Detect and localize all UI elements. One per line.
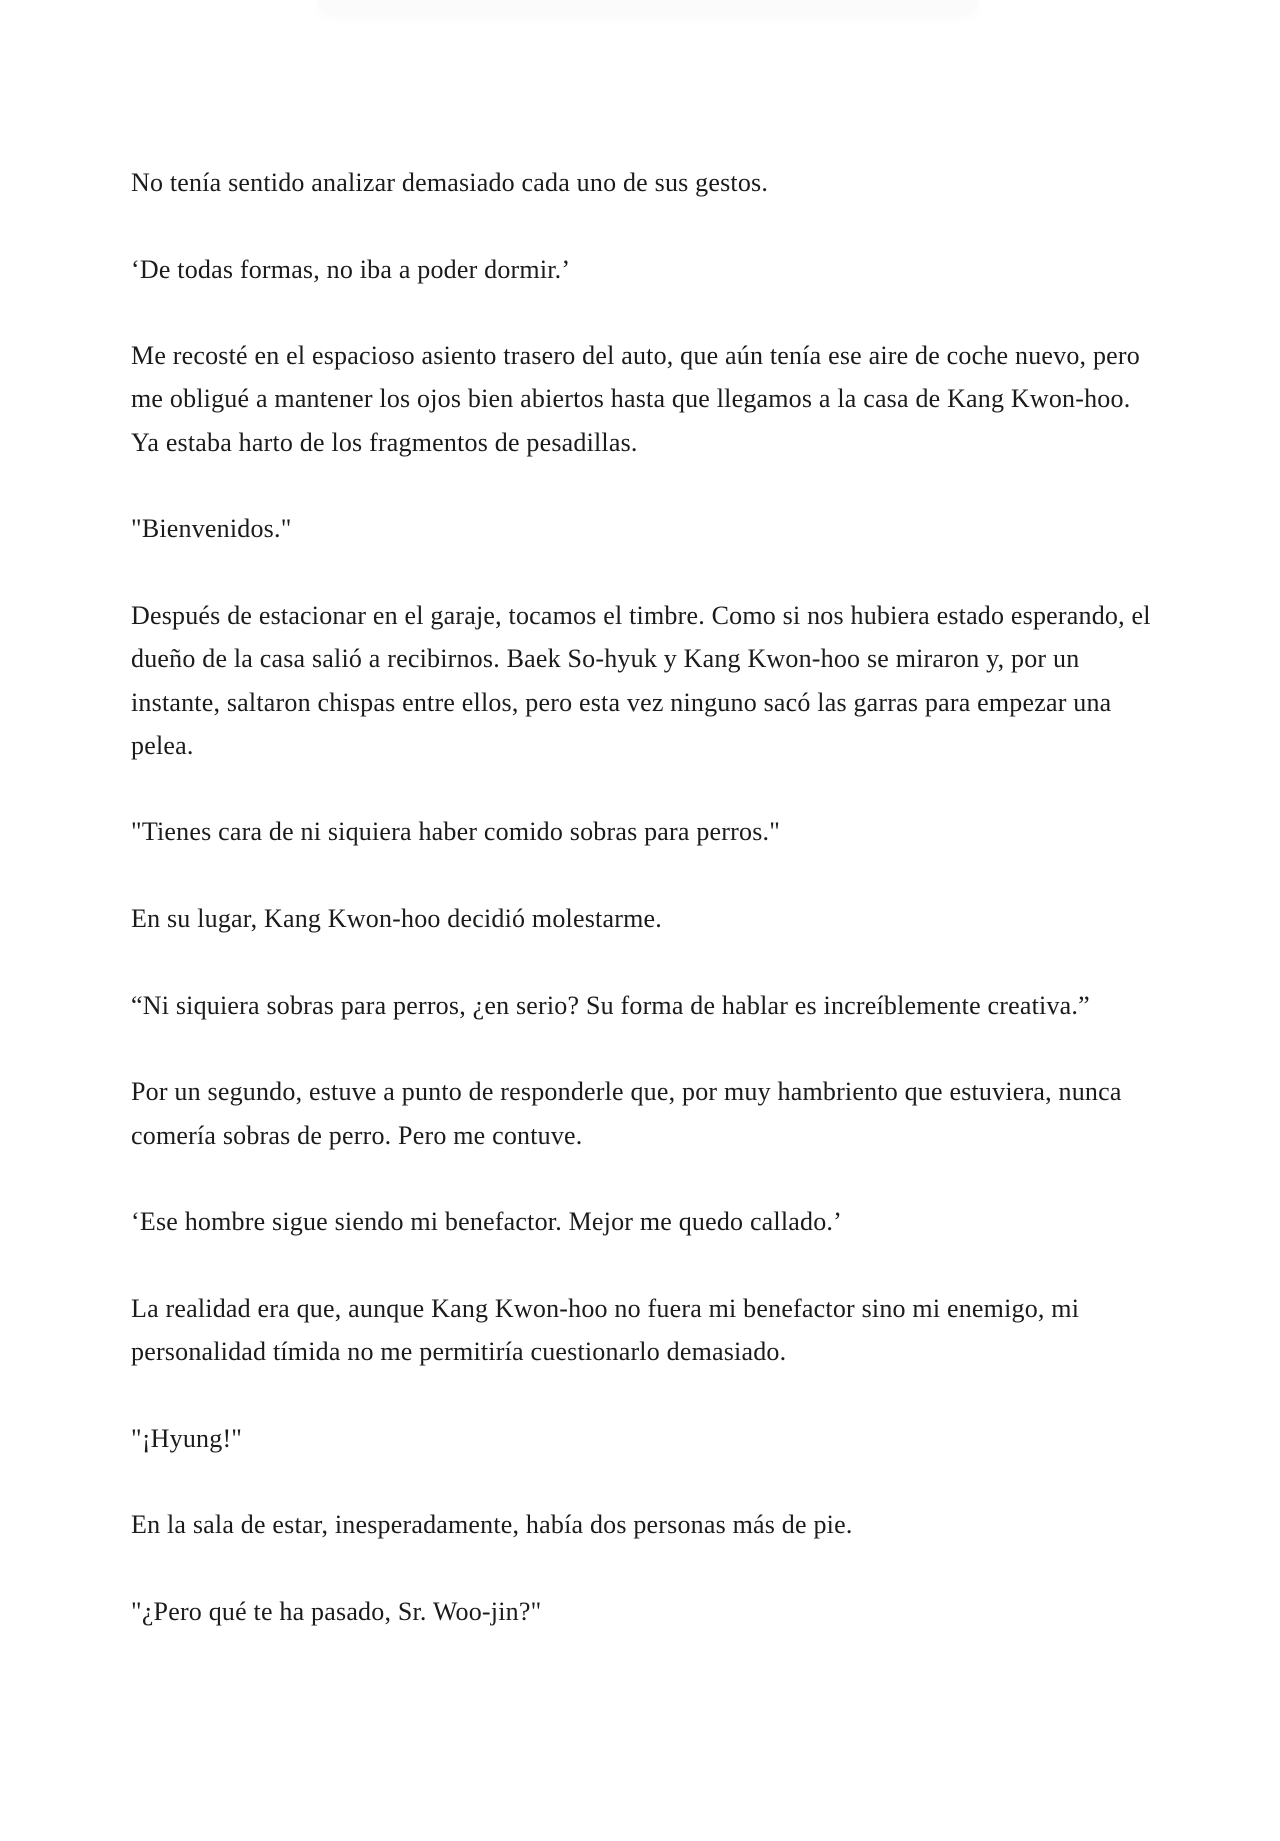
paragraph: “Ni siquiera sobras para perros, ¿en serio? Su forma de hablar es increíblemente creativa.”: [131, 990, 1090, 1020]
paragraph: "Tienes cara de ni siquiera haber comido sobras para perros.": [131, 817, 781, 847]
paragraph: ‘Ese hombre sigue siendo mi benefactor. Mejor me quedo callado.’: [131, 1207, 842, 1237]
paragraph: En la sala de estar, inesperadamente, había dos personas más de pie.: [131, 1510, 853, 1540]
paragraph: Después de estacionar en el garaje, tocamos el timbre. Como si nos hubiera estado esperando, el dueño de la casa salió a recibirnos. Baek So-hyuk y Kang Kwon-hoo se miraron y, por un instante, saltaron chispas entre ellos, pero esta vez ninguno sacó las garras para empezar una pelea.: [131, 600, 1151, 760]
paragraph: "¡Hyung!": [131, 1423, 243, 1453]
paragraph: "¿Pero qué te ha pasado, Sr. Woo-jin?": [131, 1596, 542, 1626]
paragraph: En su lugar, Kang Kwon-hoo decidió molestarme.: [131, 904, 662, 934]
top-overlay-shadow: [318, 0, 978, 14]
paragraph: ‘De todas formas, no iba a poder dormir.’: [131, 254, 571, 284]
article-body: [131, 161, 1161, 1676]
paragraph: No tenía sentido analizar demasiado cada uno de sus gestos.: [131, 168, 769, 197]
paragraph: Por un segundo, estuve a punto de responderle que, por muy hambriento que estuviera, nunca comería sobras de perro. Pero me contuve.: [131, 1077, 1122, 1150]
paragraph: "Bienvenidos.": [131, 514, 292, 544]
paragraph: La realidad era que, aunque Kang Kwon-hoo no fuera mi benefactor sino mi enemigo, mi personalidad tímida no me permitiría cuestionarlo demasiado.: [131, 1293, 1080, 1367]
paragraph: Me recosté en el espacioso asiento trasero del auto, que aún tenía ese aire de coche nuevo, pero me obligué a mantener los ojos bien abiertos hasta que llegamos a la casa de Kang Kwon-hoo. Ya estaba harto de los fragmentos de pesadillas.: [131, 341, 1140, 457]
